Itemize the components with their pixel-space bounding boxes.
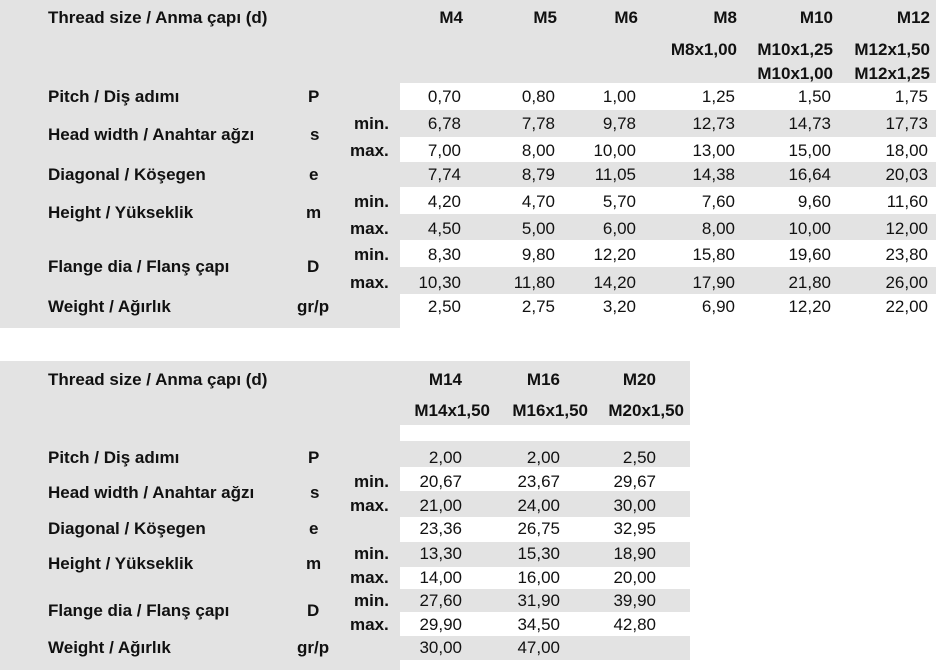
- flange-dia-symbol-2: D: [307, 601, 320, 620]
- column-header: M4: [439, 8, 463, 27]
- head-width-min-label-2: min.: [354, 472, 389, 491]
- table-cell: 10,30: [418, 273, 461, 292]
- table-cell: 9,60: [797, 192, 831, 211]
- table-cell: 2,50: [427, 297, 461, 316]
- column-subheader: M12x1,50: [854, 40, 930, 59]
- table-cell: 7,74: [427, 165, 461, 184]
- table-cell: 2,00: [526, 448, 560, 467]
- table-cell: 32,95: [613, 519, 656, 538]
- table-cell: 12,20: [593, 245, 636, 264]
- column-header: M14: [428, 370, 462, 389]
- table-cell: 2,00: [428, 448, 462, 467]
- table-cell: 10,00: [593, 141, 636, 160]
- column-subheader: M12x1,25: [854, 64, 930, 83]
- thread-size-label-2: Thread size / Anma çapı (d): [48, 370, 268, 389]
- table-cell: 8,79: [521, 165, 555, 184]
- head-width-symbol: s: [310, 125, 320, 144]
- column-subheader: M20x1,50: [608, 401, 684, 420]
- table-cell: 5,00: [521, 219, 555, 238]
- height-min-label: min.: [354, 192, 389, 211]
- height-max-label: max.: [350, 219, 389, 238]
- table-cell: 4,50: [427, 219, 461, 238]
- head-width-min-label: min.: [354, 114, 389, 133]
- height-symbol-2: m: [306, 554, 322, 573]
- table-cell: 26,75: [517, 519, 560, 538]
- table-cell: 15,00: [788, 141, 831, 160]
- column-header: M5: [533, 8, 557, 27]
- pitch-label: Pitch / Diş adımı: [48, 87, 180, 106]
- table-cell: 12,00: [885, 219, 928, 238]
- table-cell: 5,70: [602, 192, 636, 211]
- table-cell: 10,00: [788, 219, 831, 238]
- table-cell: 47,00: [517, 638, 560, 657]
- table-cell: 8,30: [427, 245, 461, 264]
- table-cell: 24,00: [517, 496, 560, 515]
- thread-size-label: Thread size / Anma çapı (d): [48, 8, 268, 27]
- table-cell: 2,75: [521, 297, 555, 316]
- table-cell: 15,80: [692, 245, 735, 264]
- pitch-symbol: P: [308, 87, 320, 106]
- table-cell: 29,67: [613, 472, 656, 491]
- column-subheader: M16x1,50: [512, 401, 588, 420]
- diagonal-label-2: Diagonal / Köşegen: [48, 519, 206, 538]
- column-header: M10: [799, 8, 833, 27]
- table-cell: 30,00: [419, 638, 462, 657]
- height-max-label-2: max.: [350, 568, 389, 587]
- pitch-label-2: Pitch / Diş adımı: [48, 448, 180, 467]
- column-header: M12: [896, 8, 930, 27]
- diagonal-symbol: e: [309, 165, 319, 184]
- table-cell: 20,00: [613, 568, 656, 587]
- table-cell: 30,00: [613, 496, 656, 515]
- diagonal-symbol-2: e: [309, 519, 319, 538]
- table-cell: 3,20: [602, 297, 636, 316]
- head-width-symbol-2: s: [310, 483, 320, 502]
- weight-symbol: gr/p: [297, 297, 330, 316]
- table-cell: 20,03: [885, 165, 928, 184]
- head-width-max-label: max.: [350, 141, 389, 160]
- pitch-symbol-2: P: [308, 448, 320, 467]
- table-cell: 12,20: [788, 297, 831, 316]
- table-cell: 7,00: [427, 141, 461, 160]
- table-cell: 39,90: [613, 591, 656, 610]
- column-header: M8: [713, 8, 737, 27]
- table-cell: 6,90: [701, 297, 735, 316]
- table-cell: 27,60: [419, 591, 462, 610]
- table-cell: 29,90: [419, 615, 462, 634]
- table-cell: 23,80: [885, 245, 928, 264]
- table-cell: 4,70: [521, 192, 555, 211]
- height-label-2: Height / Yükseklik: [48, 554, 194, 573]
- table-cell: 1,25: [701, 87, 735, 106]
- head-width-label: Head width / Anahtar ağzı: [48, 125, 255, 144]
- table-cell: 21,00: [419, 496, 462, 515]
- table-cell: 17,73: [885, 114, 928, 133]
- height-symbol: m: [306, 203, 322, 222]
- column-subheader: M10x1,25: [757, 40, 833, 59]
- flange-dia-symbol: D: [307, 257, 320, 276]
- table-cell: 14,20: [593, 273, 636, 292]
- table-2-stripe: [400, 660, 690, 670]
- table-cell: 12,73: [692, 114, 735, 133]
- height-label: Height / Yükseklik: [48, 203, 194, 222]
- table-cell: 23,36: [419, 519, 462, 538]
- weight-symbol-2: gr/p: [297, 638, 330, 657]
- diagonal-label: Diagonal / Köşegen: [48, 165, 206, 184]
- table-cell: 15,30: [517, 544, 560, 563]
- table-cell: 26,00: [885, 273, 928, 292]
- table-cell: 11,80: [513, 273, 555, 292]
- table-cell: 1,00: [602, 87, 636, 106]
- table-cell: 14,00: [419, 568, 462, 587]
- table-cell: 17,90: [692, 273, 735, 292]
- flange-max-label: max.: [350, 273, 389, 292]
- table-cell: 42,80: [613, 615, 656, 634]
- table-cell: 4,20: [427, 192, 461, 211]
- flange-max-label-2: max.: [350, 615, 389, 634]
- table-cell: 22,00: [885, 297, 928, 316]
- flange-min-label-2: min.: [354, 591, 389, 610]
- column-header: M20: [622, 370, 656, 389]
- table-cell: 11,60: [886, 192, 928, 211]
- table-cell: 23,67: [517, 472, 560, 491]
- table-cell: 14,38: [692, 165, 735, 184]
- table-cell: 19,60: [788, 245, 831, 264]
- table-cell: 2,50: [622, 448, 656, 467]
- table-cell: 11,05: [594, 165, 636, 184]
- table-cell: 18,00: [885, 141, 928, 160]
- table-cell: 14,73: [788, 114, 831, 133]
- table-cell: 1,75: [894, 87, 928, 106]
- height-min-label-2: min.: [354, 544, 389, 563]
- table-cell: 6,00: [602, 219, 636, 238]
- flange-min-label: min.: [354, 245, 389, 264]
- table-cell: 13,00: [692, 141, 735, 160]
- table-cell: 9,80: [521, 245, 555, 264]
- column-subheader: M10x1,00: [757, 64, 833, 83]
- table-cell: 9,78: [602, 114, 636, 133]
- column-subheader: M14x1,50: [414, 401, 490, 420]
- table-cell: 0,80: [521, 87, 555, 106]
- table-cell: 21,80: [788, 273, 831, 292]
- table-cell: 7,60: [701, 192, 735, 211]
- table-cell: 31,90: [517, 591, 560, 610]
- column-subheader: M8x1,00: [670, 40, 737, 59]
- table-2-header-gap: [400, 425, 690, 441]
- weight-label-2: Weight / Ağırlık: [48, 638, 171, 657]
- table-cell: 34,50: [517, 615, 560, 634]
- column-header: M6: [614, 8, 638, 27]
- table-cell: 13,30: [419, 544, 462, 563]
- table-cell: 20,67: [419, 472, 462, 491]
- flange-dia-label: Flange dia / Flanş çapı: [48, 257, 230, 276]
- table-cell: 0,70: [427, 87, 461, 106]
- table-cell: 1,50: [797, 87, 831, 106]
- table-cell: 6,78: [427, 114, 461, 133]
- table-cell: 16,00: [517, 568, 560, 587]
- flange-dia-label-2: Flange dia / Flanş çapı: [48, 601, 230, 620]
- head-width-max-label-2: max.: [350, 496, 389, 515]
- table-cell: 8,00: [521, 141, 555, 160]
- table-cell: 7,78: [521, 114, 555, 133]
- weight-label: Weight / Ağırlık: [48, 297, 171, 316]
- column-header: M16: [526, 370, 560, 389]
- table-cell: 16,64: [788, 165, 831, 184]
- table-cell: 18,90: [613, 544, 656, 563]
- head-width-label-2: Head width / Anahtar ağzı: [48, 483, 255, 502]
- table-cell: 8,00: [701, 219, 735, 238]
